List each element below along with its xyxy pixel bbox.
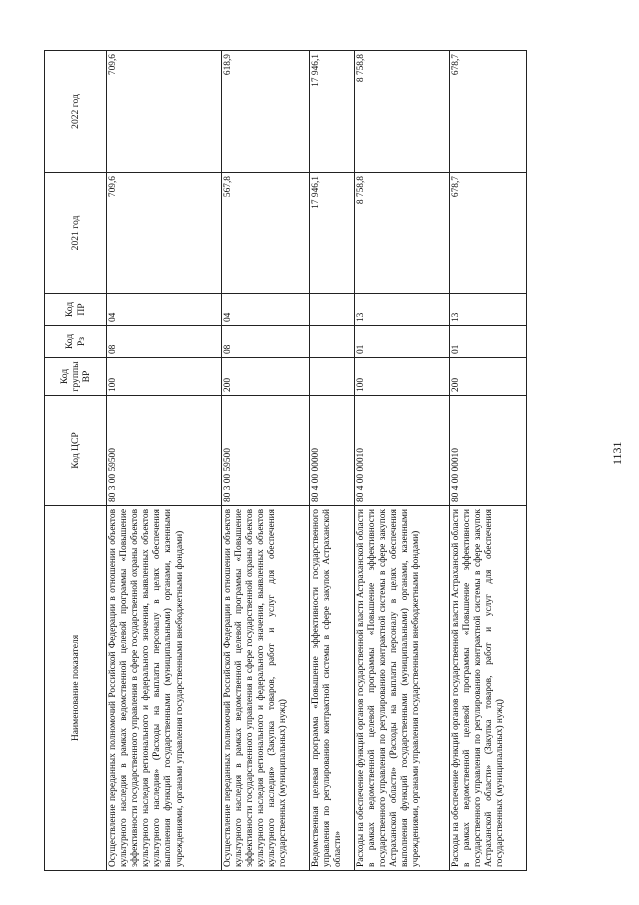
row-csr: 80 4 00 00010 (355, 396, 450, 506)
row-csr: 80 3 00 59500 (222, 396, 310, 506)
row-rz (310, 326, 355, 358)
row-2022: 8 758,8 (355, 51, 450, 173)
row-csr: 80 3 00 59500 (107, 396, 222, 506)
header-csr: Код ЦСР (45, 396, 107, 506)
row-name: Осуществление переданных полномочий Российской Федерации в отношении объектов культурного наследия в рамках ведомственной целевой программы «Повышение эффективности государственного управления в сфере государственной охраны объектов культурного наследия регионального и федерального значения, выявленных объектов культурного наследия» (Расходы на выплаты персоналу в целях обеспечения выполнения функций государственными (муниципальными) органами, казенными учреждениями, органами управления государственными внебюджетными фондами) (107, 506, 222, 871)
row-csr: 80 4 00 00000 (310, 396, 355, 506)
row-2021: 709,6 (107, 173, 222, 294)
table-row (450, 51, 527, 871)
row-2022: 17 946,1 (310, 51, 355, 173)
header-vr: Код группы ВР (45, 358, 107, 396)
row-vr: 200 (450, 358, 527, 396)
budget-table (44, 50, 527, 871)
header-2022: 2022 год (45, 51, 107, 173)
header-name: Наименование показателя (45, 506, 107, 871)
row-name: Осуществление переданных полномочий Российской Федерации в отношении объектов культурного наследия в рамках ведомственной целевой программы «Повышение эффективности государственного управления в сфере государственной охраны объектов культурного наследия регионального и федерального значения, выявленных объектов культурного наследия» (Закупка товаров, работ и услуг для обеспечения государственных (муниципальных) нужд) (222, 506, 310, 871)
row-pr: 04 (222, 294, 310, 326)
row-pr: 13 (355, 294, 450, 326)
header-rz: Код Рз (45, 326, 107, 358)
row-rz: 01 (355, 326, 450, 358)
table-row (107, 51, 222, 871)
header-row (45, 51, 107, 871)
row-rz: 01 (450, 326, 527, 358)
row-rz: 08 (222, 326, 310, 358)
row-vr: 100 (355, 358, 450, 396)
header-pr: Код ПР (45, 294, 107, 326)
table-row (355, 51, 450, 871)
row-2022: 678,7 (450, 51, 527, 173)
row-name: Расходы на обеспечение функций органов государственной власти Астраханской области в рамках ведомственной целевой программы «Повышение эффективности государственного управления по регулированию контрактной системы в сфере закупок Астраханской области» (Расходы на выплаты персоналу в целях обеспечения выполнения функций государственными (муниципальными) органами, казенными учреждениями, органами управления государственными внебюджетными фондами) (355, 506, 450, 871)
row-2021: 567,8 (222, 173, 310, 294)
row-2021: 678,7 (450, 173, 527, 294)
row-2022: 709,6 (107, 51, 222, 173)
row-2021: 8 758,8 (355, 173, 450, 294)
row-csr: 80 4 00 00010 (450, 396, 527, 506)
row-2022: 618,9 (222, 51, 310, 173)
table-row (222, 51, 310, 871)
row-name: Ведомственная целевая программа «Повышение эффективности государственного управления по регулированию контрактной системы в сфере закупок Астраханской области» (310, 506, 355, 871)
row-vr: 100 (107, 358, 222, 396)
row-name: Расходы на обеспечение функций органов государственной власти Астраханской области в рамках ведомственной целевой программы «Повышение эффективности государственного управления по регулированию контрактной системы в сфере закупок Астраханской области» (Закупка товаров, работ и услуг для обеспечения государственных (муниципальных) нужд) (450, 506, 527, 871)
table-row (310, 51, 355, 871)
row-vr (310, 358, 355, 396)
row-pr: 13 (450, 294, 527, 326)
row-vr: 200 (222, 358, 310, 396)
page-number: 1131 (610, 441, 624, 465)
row-pr: 04 (107, 294, 222, 326)
row-rz: 08 (107, 326, 222, 358)
header-2021: 2021 год (45, 173, 107, 294)
row-2021: 17 946,1 (310, 173, 355, 294)
row-pr (310, 294, 355, 326)
